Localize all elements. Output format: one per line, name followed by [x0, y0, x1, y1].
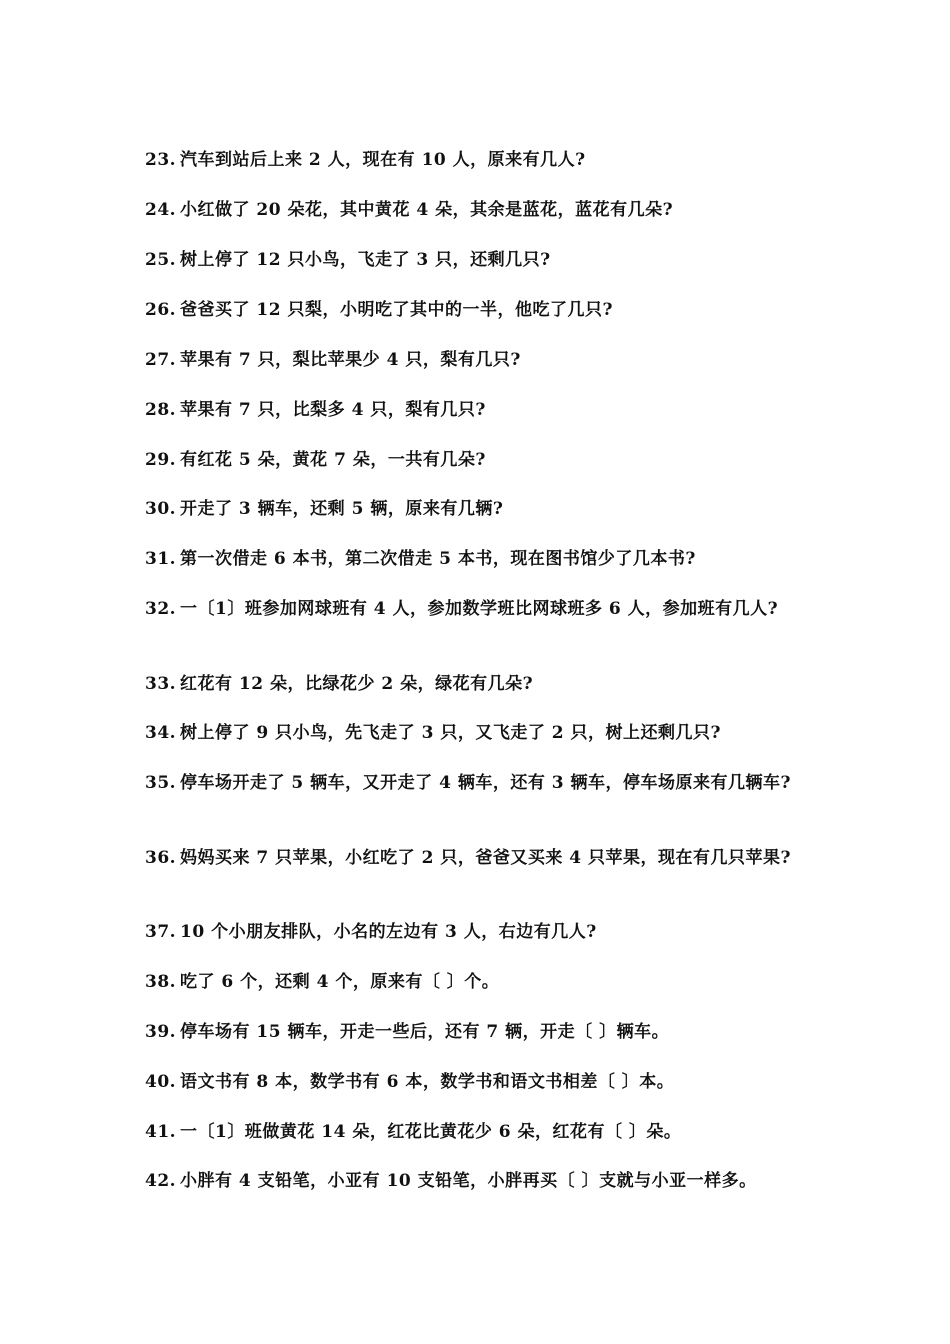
question-36	[145, 846, 795, 871]
question-number: 39.	[145, 1022, 177, 1042]
question-text: 小红做了 20 朵花，其中黄花 4 朵，其余是蓝花，蓝花有几朵?	[180, 200, 674, 220]
question-number: 33.	[145, 674, 177, 694]
question-32	[145, 597, 795, 622]
question-number: 35.	[145, 773, 177, 793]
question-39	[145, 1020, 795, 1045]
question-24	[145, 198, 795, 223]
question-40	[145, 1070, 795, 1095]
question-31	[145, 547, 795, 572]
question-text: 苹果有 7 只，比梨多 4 只，梨有几只?	[180, 400, 486, 420]
question-number: 29.	[145, 450, 177, 470]
question-text: 妈妈买来 7 只苹果，小红吃了 2 只，爸爸又买来 4 只苹果，现在有几只苹果?	[180, 848, 791, 868]
question-number: 34.	[145, 723, 177, 743]
question-number: 30.	[145, 499, 177, 519]
question-number: 27.	[145, 350, 177, 370]
question-text: 小胖有 4 支铅笔，小亚有 10 支铅笔，小胖再买〔 〕支就与小亚一样多。	[180, 1171, 757, 1191]
question-text: 开走了 3 辆车，还剩 5 辆，原来有几辆?	[180, 499, 504, 519]
question-number: 40.	[145, 1072, 177, 1092]
question-text: 第一次借走 6 本书，第二次借走 5 本书，现在图书馆少了几本书?	[180, 549, 696, 569]
question-number: 32.	[145, 599, 177, 619]
question-29	[145, 448, 795, 473]
question-34	[145, 721, 795, 746]
question-number: 23.	[145, 150, 177, 170]
question-text: 树上停了 9 只小鸟，先飞走了 3 只，又飞走了 2 只，树上还剩几只?	[180, 723, 721, 743]
question-41	[145, 1120, 795, 1145]
question-27	[145, 348, 795, 373]
question-42	[145, 1169, 795, 1194]
question-number: 28.	[145, 400, 177, 420]
question-number: 25.	[145, 250, 177, 270]
question-number: 41.	[145, 1122, 177, 1142]
question-number: 31.	[145, 549, 177, 569]
question-text: 停车场开走了 5 辆车，又开走了 4 辆车，还有 3 辆车，停车场原来有几辆车?	[180, 773, 791, 793]
question-35	[145, 771, 795, 796]
question-text: 一〔1〕班做黄花 14 朵，红花比黄花少 6 朵，红花有〔 〕朵。	[180, 1122, 682, 1142]
question-text: 汽车到站后上来 2 人，现在有 10 人，原来有几人?	[180, 150, 586, 170]
question-text: 树上停了 12 只小鸟，飞走了 3 只，还剩几只?	[180, 250, 551, 270]
question-number: 37.	[145, 922, 177, 942]
question-number: 26.	[145, 300, 177, 320]
question-number: 36.	[145, 848, 177, 868]
question-25	[145, 248, 795, 273]
question-text: 吃了 6 个，还剩 4 个，原来有〔 〕个。	[180, 972, 500, 992]
question-37	[145, 920, 795, 945]
question-33	[145, 672, 795, 697]
question-23	[145, 148, 795, 173]
question-text: 10 个小朋友排队，小名的左边有 3 人，右边有几人?	[180, 922, 597, 942]
question-30	[145, 497, 795, 522]
question-28	[145, 398, 795, 423]
question-number: 24.	[145, 200, 177, 220]
question-text: 停车场有 15 辆车，开走一些后，还有 7 辆，开走〔 〕辆车。	[180, 1022, 670, 1042]
question-text: 有红花 5 朵，黄花 7 朵，一共有几朵?	[180, 450, 486, 470]
question-text: 红花有 12 朵，比绿花少 2 朵，绿花有几朵?	[180, 674, 534, 694]
question-number: 38.	[145, 972, 177, 992]
question-number: 42.	[145, 1171, 177, 1191]
question-26	[145, 298, 795, 323]
question-text: 爸爸买了 12 只梨，小明吃了其中的一半，他吃了几只?	[180, 300, 613, 320]
question-text: 语文书有 8 本，数学书有 6 本，数学书和语文书相差〔 〕本。	[180, 1072, 675, 1092]
question-text: 一〔1〕班参加网球班有 4 人，参加数学班比网球班多 6 人，参加班有几人?	[180, 599, 779, 619]
question-38	[145, 970, 795, 995]
question-text: 苹果有 7 只，梨比苹果少 4 只，梨有几只?	[180, 350, 521, 370]
